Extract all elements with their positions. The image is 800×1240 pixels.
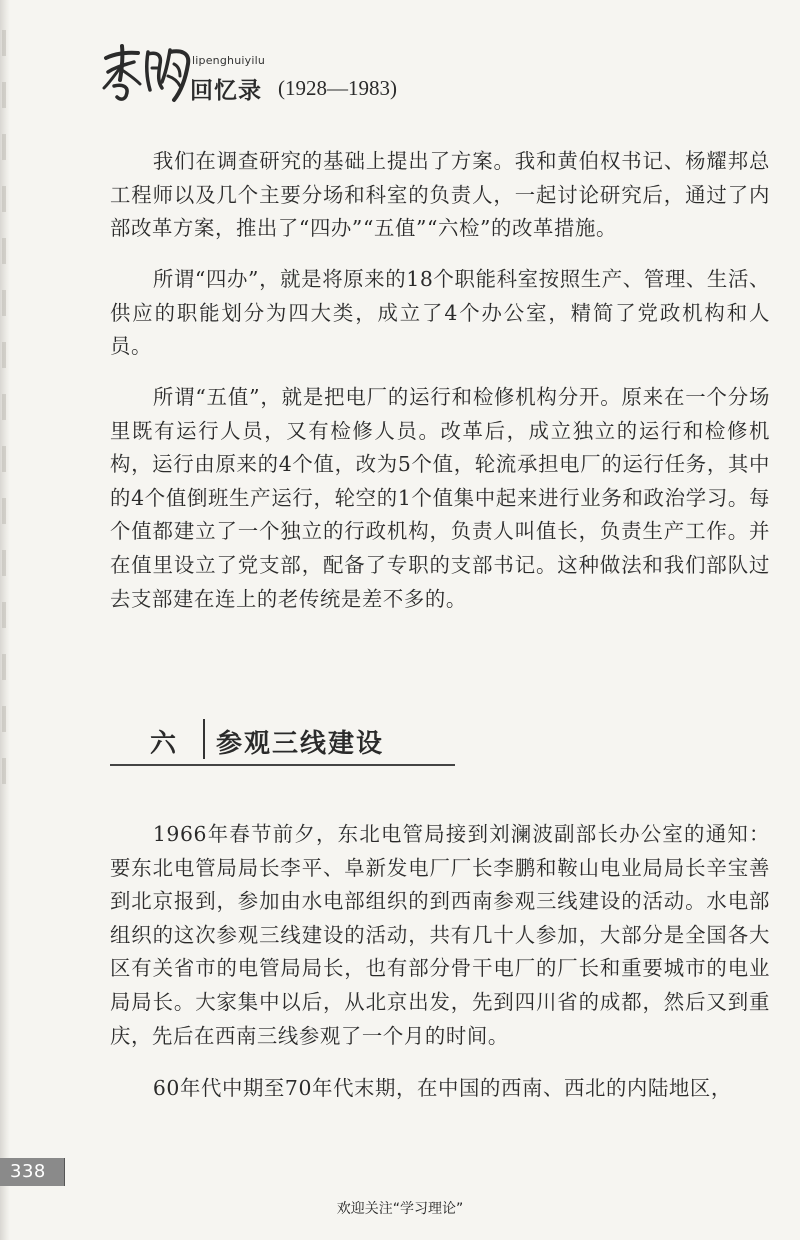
section-underline (110, 764, 455, 766)
paragraph-four-offices: 所谓“四办”，就是将原来的18个职能科室按照生产、管理、生活、供应的职能划分为四大类，成立了4个办公室，精简了党政机构和人员。 (110, 267, 770, 359)
page-number-line (64, 1158, 65, 1186)
header-pinyin: lipenghuiyilu (192, 54, 266, 67)
section-number: 六 (150, 729, 177, 759)
paragraph-proposal: 我们在调查研究的基础上提出了方案。我和黄伯权书记、杨耀邦总工程师以及几个主要分场和科室的负责人，一起讨论研究后，通过了内部改革方案，推出了“四办”“五值”“六检”的改革措施。 (110, 149, 770, 241)
page-number: 338 (10, 1161, 46, 1182)
header-years: (1928—1983) (278, 76, 397, 100)
section-heading (110, 715, 455, 767)
paragraph-1960s: 60年代中期至70年代末期，在中国的西南、西北的内陆地区， (152, 1076, 732, 1100)
calligraphy-logo-icon (100, 42, 200, 106)
paragraph-1966-trip: 1966年春节前夕，东北电管局接到刘澜波副部长办公室的通知：要东北电管局局长李平、阜新发电厂厂长李鹏和鞍山电业局局长辛宝善到北京报到，参加由水电部组织的到西南参观三线建设的活动。水电部组织的这次参观三线建设的活动，共有几十人参加，大部分是全国各大区有关省市的电管局局长，也有部分骨干电厂的厂长和重要城市的电业局局长。大家集中以后，从北京出发，先到四川省的成都，然后又到重庆，先后在西南三线参观了一个月的时间。 (110, 822, 770, 1048)
footer-watermark: 欢迎关注“学习理论” (336, 1201, 464, 1217)
header-title: 回忆录 (190, 78, 262, 104)
section-title: 参观三线建设 (216, 729, 385, 759)
section-divider (203, 719, 205, 759)
scan-edge-marks (2, 30, 6, 790)
running-header (100, 42, 500, 112)
paragraph-five-shifts: 所谓“五值”，就是把电厂的运行和检修机构分开。原来在一个分场里既有运行人员，又有检修人员。改革后，成立独立的运行和检修机构，运行由原来的4个值，改为5个值，轮流承担电厂的运行任务，其中的4个值倒班生产运行，轮空的1个值集中起来进行业务和政治学习。每个值都建立了一个独立的行政机构，负责人叫值长，负责生产工作。并在值里设立了党支部，配备了专职的支部书记。这种做法和我们部队过去支部建在连上的老传统是差不多的。 (110, 385, 770, 611)
